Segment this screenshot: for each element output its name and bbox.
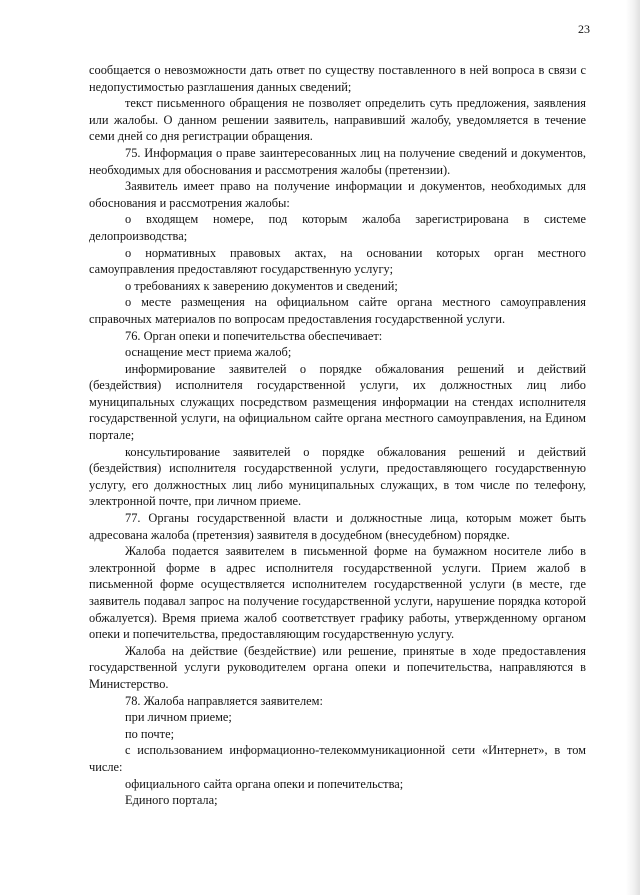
list-item: информирование заявителей о порядке обжалования решений и действий (бездействия) исполнителя государственной услуги, их должностных лиц либо муниципальных служащих посредством размещения информации на стендах исполнителя государственной услуги, на официальном сайте органа местного самоуправления, на Едином портале; bbox=[89, 361, 586, 443]
list-item: оснащение мест приема жалоб; bbox=[125, 345, 292, 360]
list-item: о требованиях к заверению документов и сведений; bbox=[125, 278, 398, 293]
paragraph: сообщается о невозможности дать ответ по существу поставленного в ней вопроса в связи с недопустимостью разглашения данных сведений; bbox=[89, 63, 586, 94]
list-item: о нормативных правовых актах, на основании которых орган местного самоуправления предоставляют государственную услугу; bbox=[89, 245, 586, 277]
body-text bbox=[89, 62, 586, 809]
paragraph: текст письменного обращения не позволяет определить суть предложения, заявления или жалобы. О данном решении заявитель, направивший жалобу, уведомляется в течение семи дней со дня регистрации обращения. bbox=[89, 96, 586, 144]
paragraph: Жалоба на действие (бездействие) или решение, принятые в ходе предоставления государственной услуги руководителем органа опеки и попечительства, направляются в Министерство. bbox=[89, 643, 586, 691]
list-item: консультирование заявителей о порядке обжалования решений и действий (бездействия) исполнителя государственной услуги, предоставляющего государственную услугу, его должностных лиц либо муниципальных служащих, в том числе по телефону, электронной почте, при личном приеме. bbox=[89, 444, 586, 509]
list-item: официального сайта органа опеки и попечительства; bbox=[125, 776, 404, 791]
paragraph-item-76: 76. Орган опеки и попечительства обеспечивает: bbox=[125, 328, 383, 343]
scan-edge-shadow bbox=[626, 0, 640, 895]
paragraph: Жалоба подается заявителем в письменной форме на бумажном носителе либо в электронной форме в адрес исполнителя государственной услуги. Прием жалоб в письменной форме осуществляется исполнителем государственной услуги (в месте, где заявитель подавал запрос на получение государственной услуги, нарушение порядка которой обжалуется). Время приема жалоб соответствует графику работы, утвержденному органом опеки и попечительства, предоставляющим государственную услугу. bbox=[89, 544, 586, 642]
paragraph-item-75: 75. Информация о праве заинтересованных лиц на получение сведений и документов, необходимых для обоснования и рассмотрения жалобы (претензии). bbox=[89, 145, 586, 177]
list-item: с использованием информационно-телекоммуникационной сети «Интернет», в том числе: bbox=[89, 743, 586, 774]
paragraph: Заявитель имеет право на получение информации и документов, необходимых для обоснования и рассмотрения жалобы: bbox=[89, 179, 586, 210]
list-item: по почте; bbox=[125, 726, 175, 741]
list-item: о входящем номере, под которым жалоба зарегистрирована в системе делопроизводства; bbox=[89, 212, 586, 243]
paragraph-item-77: 77. Органы государственной власти и должностные лица, которым может быть адресована жалоба (претензия) заявителя в досудебном (внесудебном) порядке. bbox=[89, 511, 586, 542]
page-number: 23 bbox=[578, 22, 590, 36]
list-item: о месте размещения на официальном сайте органа местного самоуправления справочных материалов по вопросам предоставления государственной услуги. bbox=[89, 295, 586, 326]
list-item: при личном приеме; bbox=[125, 710, 232, 725]
list-item: Единого портала; bbox=[125, 793, 218, 808]
paragraph-item-78: 78. Жалоба направляется заявителем: bbox=[125, 693, 323, 708]
